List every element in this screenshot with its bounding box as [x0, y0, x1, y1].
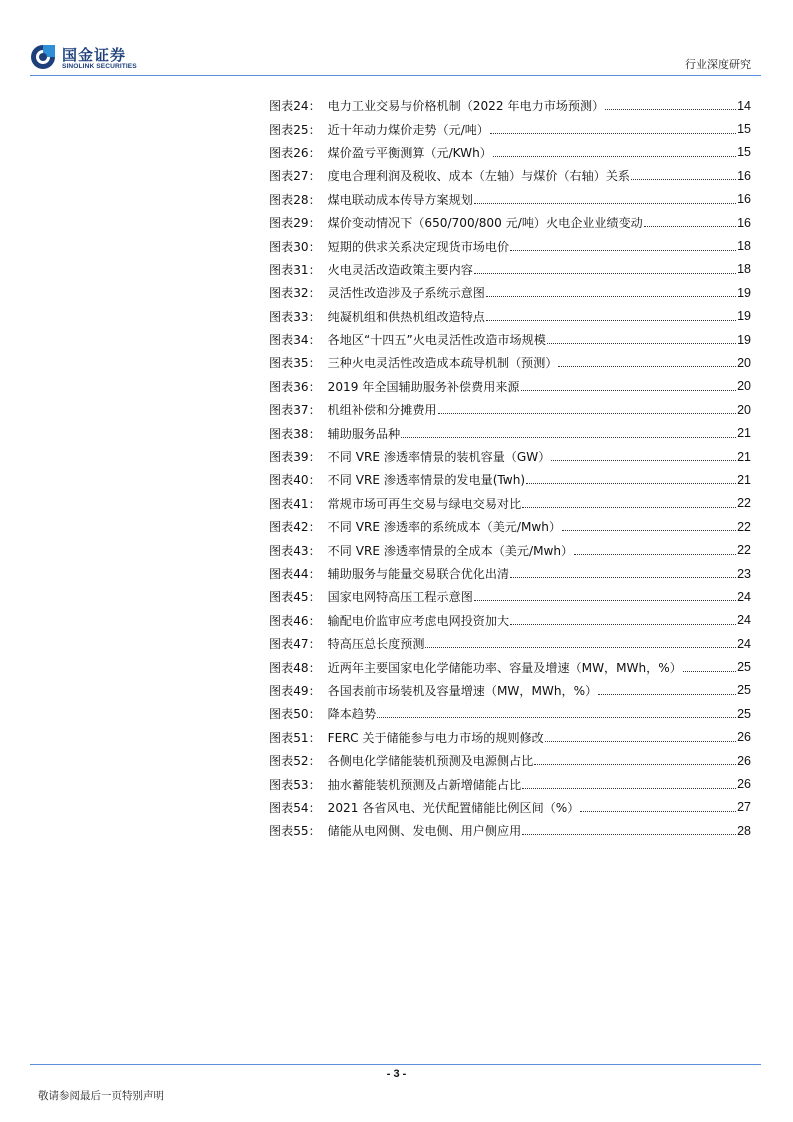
toc-entry-page: 26	[737, 730, 751, 745]
toc-entry[interactable]	[269, 726, 751, 749]
toc-entry-label: 图表33：	[269, 309, 321, 324]
toc-entry-label: 图表30：	[269, 239, 321, 254]
toc-dot-leader	[486, 320, 736, 321]
toc-entry-page: 26	[737, 753, 751, 768]
toc-entry-label: 图表45：	[269, 590, 321, 605]
toc-entry-title: 2019 年全国辅助服务补偿费用来源	[327, 379, 520, 394]
toc-entry[interactable]	[269, 305, 751, 328]
toc-entry-label: 图表52：	[269, 754, 321, 769]
toc-entry-title: 输配电价监审应考虑电网投资加大	[327, 613, 510, 628]
company-logo	[30, 44, 150, 76]
toc-dot-leader	[574, 554, 736, 555]
toc-dot-leader	[401, 437, 736, 438]
toc-entry-label: 图表26：	[269, 145, 321, 160]
toc-entry[interactable]	[269, 375, 751, 398]
toc-dot-leader	[510, 250, 736, 251]
toc-entry[interactable]	[269, 655, 751, 678]
toc-entry-page: 18	[737, 262, 751, 277]
toc-entry-title: 近两年主要国家电化学储能功率、容量及增速（MW，MWh，%）	[327, 660, 682, 675]
toc-entry-page: 20	[737, 355, 751, 370]
toc-entry-label: 图表38：	[269, 426, 321, 441]
toc-entry[interactable]	[269, 188, 751, 211]
toc-dot-leader	[522, 788, 736, 789]
toc-entry-title: 各侧电化学储能装机预测及电源侧占比	[327, 754, 534, 769]
toc-entry-label: 图表47：	[269, 637, 321, 652]
toc-entry-page: 15	[737, 145, 751, 160]
toc-entry[interactable]	[269, 234, 751, 257]
toc-entry-title: 辅助服务品种	[327, 426, 401, 441]
toc-entry-page: 19	[737, 309, 751, 324]
page-header	[0, 0, 793, 80]
toc-entry-page: 25	[737, 683, 751, 698]
toc-entry-label: 图表49：	[269, 683, 321, 698]
toc-entry[interactable]	[269, 164, 751, 187]
toc-entry[interactable]	[269, 421, 751, 444]
toc-entry-title: 火电灵活改造政策主要内容	[327, 262, 473, 277]
toc-entry-page: 15	[737, 122, 751, 137]
toc-entry-label: 图表25：	[269, 122, 321, 137]
toc-entry-page: 19	[737, 285, 751, 300]
toc-entry-title: 不同 VRE 渗透率情景的发电量(Twh)	[327, 473, 526, 488]
toc-entry[interactable]	[269, 398, 751, 421]
toc-entry-label: 图表54：	[269, 800, 321, 815]
toc-entry-page: 21	[737, 449, 751, 464]
toc-entry-title: 辅助服务与能量交易联合优化出清	[327, 567, 510, 581]
toc-entry-title: 煤价盈亏平衡测算（元/KWh）	[327, 145, 492, 160]
toc-dot-leader	[510, 577, 736, 578]
toc-entry-title: 度电合理利润及税收、成本（左轴）与煤价（右轴）关系	[327, 169, 631, 184]
toc-entry-page: 21	[737, 472, 751, 487]
toc-dot-leader	[474, 203, 736, 204]
toc-entry-label: 图表27：	[269, 169, 321, 184]
toc-entry-title: 三种火电灵活性改造成本疏导机制（预测）	[327, 356, 558, 371]
toc-dot-leader	[474, 600, 736, 601]
disclaimer-note: 敬请参阅最后一页特别声明	[38, 1090, 164, 1102]
header-divider	[30, 75, 761, 76]
toc-dot-leader	[425, 647, 736, 648]
toc-dot-leader	[522, 507, 736, 508]
toc-entry-label: 图表50：	[269, 707, 321, 722]
toc-entry[interactable]	[269, 538, 751, 561]
toc-entry[interactable]	[269, 211, 751, 234]
toc-entry[interactable]	[269, 117, 751, 140]
toc-entry-label: 图表39：	[269, 450, 321, 465]
toc-entry-page: 21	[737, 426, 751, 441]
toc-entry-page: 26	[737, 777, 751, 792]
toc-dot-leader	[510, 624, 736, 625]
toc-dot-leader	[551, 460, 736, 461]
toc-dot-leader	[486, 296, 736, 297]
toc-entry-title: 煤电联动成本传导方案规划	[327, 192, 473, 207]
toc-entry-page: 18	[737, 239, 751, 254]
toc-entry-title: 灵活性改造涉及子系统示意图	[327, 286, 485, 301]
toc-dot-leader	[438, 413, 737, 414]
toc-dot-leader	[526, 483, 736, 484]
toc-dot-leader	[580, 811, 736, 812]
toc-entry-title: 近十年动力煤价走势（元/吨）	[327, 122, 489, 137]
toc-entry[interactable]	[269, 819, 751, 842]
toc-entry-page: 27	[737, 800, 751, 815]
toc-entry-page: 25	[737, 706, 751, 721]
toc-entry-label: 图表41：	[269, 496, 321, 511]
toc-entry-label: 图表29：	[269, 216, 321, 231]
logo-english-name: SINOLINK SECURITIES	[62, 63, 137, 70]
toc-entry-title: 各国表前市场装机及容量增速（MW，MWh，%）	[327, 683, 598, 698]
page-number: - 3 -	[386, 1068, 407, 1080]
toc-dot-leader	[377, 717, 736, 718]
toc-entry-label: 图表46：	[269, 613, 321, 628]
toc-entry-title: 短期的供求关系决定现货市场电价	[327, 239, 510, 254]
toc-entry-page: 14	[737, 98, 751, 113]
toc-dot-leader	[474, 273, 736, 274]
toc-entry-label: 图表32：	[269, 286, 321, 301]
toc-entry-page: 22	[737, 543, 751, 558]
toc-entry-page: 24	[737, 636, 751, 651]
toc-entry-title: 不同 VRE 渗透率情景的装机容量（GW）	[327, 450, 551, 465]
toc-entry-title: 机组补偿和分摊费用	[327, 403, 437, 418]
toc-entry-label: 图表37：	[269, 403, 321, 418]
toc-entry[interactable]	[269, 632, 751, 655]
toc-entry-title: 2021 各省风电、光伏配置储能比例区间（%）	[327, 800, 580, 815]
toc-dot-leader	[605, 109, 736, 110]
toc-dot-leader	[534, 764, 736, 765]
toc-dot-leader	[521, 390, 737, 391]
toc-dot-leader	[683, 671, 736, 672]
toc-entry-page: 19	[737, 332, 751, 347]
toc-entry[interactable]	[269, 328, 751, 351]
toc-entry[interactable]	[269, 445, 751, 468]
toc-entry[interactable]	[269, 468, 751, 491]
toc-entry[interactable]	[269, 94, 751, 117]
toc-entry-label: 图表34：	[269, 333, 321, 348]
toc-dot-leader	[545, 741, 736, 742]
toc-dot-leader	[631, 179, 736, 180]
toc-entry-label: 图表31：	[269, 262, 321, 277]
toc-entry[interactable]	[269, 515, 751, 538]
sinolink-logo-icon	[30, 44, 56, 70]
toc-entry[interactable]	[269, 796, 751, 819]
toc-entry-page: 25	[737, 660, 751, 675]
toc-entry[interactable]	[269, 281, 751, 304]
toc-entry-title: 各地区“十四五”火电灵活性改造市场规模	[327, 333, 546, 348]
logo-chinese-name: 国金证券	[62, 46, 127, 64]
toc-dot-leader	[562, 530, 736, 531]
toc-entry-label: 图表43：	[269, 543, 321, 558]
toc-entry[interactable]	[269, 492, 751, 515]
toc-entry[interactable]	[269, 702, 751, 725]
toc-entry-label: 图表53：	[269, 777, 321, 792]
toc-entry-title: 降本趋势	[327, 707, 377, 722]
toc-entry[interactable]	[269, 562, 751, 585]
toc-entry-page: 22	[737, 496, 751, 511]
toc-entry-page: 16	[737, 168, 751, 183]
toc-entry-page: 16	[737, 215, 751, 230]
toc-entry-page: 22	[737, 519, 751, 534]
toc-entry-title: 国家电网特高压工程示意图	[327, 590, 473, 605]
toc-entry-title: 常规市场可再生交易与绿电交易对比	[327, 496, 522, 511]
toc-entry-label: 图表24：	[269, 99, 321, 114]
toc-dot-leader	[598, 694, 736, 695]
toc-entry-label: 图表36：	[269, 379, 321, 394]
toc-entry-page: 24	[737, 589, 751, 604]
toc-entry-title: FERC 关于储能参与电力市场的规则修改	[327, 730, 544, 745]
toc-entry[interactable]	[269, 609, 751, 632]
toc-entry[interactable]	[269, 679, 751, 702]
report-type: 行业深度研究	[685, 58, 751, 71]
toc-entry-title: 不同 VRE 渗透率情景的全成本（美元/Mwh）	[327, 543, 574, 558]
toc-entry-label: 图表28：	[269, 192, 321, 207]
toc-entry-title: 抽水蓄能装机预测及占新增储能占比	[327, 777, 522, 792]
toc-dot-leader	[558, 366, 736, 367]
toc-entry[interactable]	[269, 772, 751, 795]
toc-entry[interactable]	[269, 351, 751, 374]
toc-entry-label: 图表48：	[269, 660, 321, 675]
toc-entry-page: 28	[737, 823, 751, 838]
toc-entry-title: 特高压总长度预测	[327, 637, 425, 652]
toc-entry-page: 23	[737, 566, 751, 581]
toc-dot-leader	[644, 226, 736, 227]
toc-entry-label: 图表51：	[269, 730, 321, 745]
toc-entry-title: 纯凝机组和供热机组改造特点	[327, 309, 485, 324]
toc-entry-label: 图表55：	[269, 824, 321, 839]
toc-entry-label: 图表42：	[269, 520, 321, 535]
toc-dot-leader	[547, 343, 736, 344]
toc-entry-page: 20	[737, 379, 751, 394]
toc-entry-title: 不同 VRE 渗透率的系统成本（美元/Mwh）	[327, 520, 562, 535]
toc-entry-label: 图表44：	[269, 567, 321, 581]
toc-dot-leader	[490, 133, 736, 134]
toc-entry-page: 16	[737, 192, 751, 207]
figure-index-list	[269, 94, 751, 843]
toc-entry-title: 储能从电网侧、发电侧、用户侧应用	[327, 824, 522, 839]
toc-entry[interactable]	[269, 585, 751, 608]
footer-divider	[30, 1064, 761, 1065]
toc-entry-label: 图表35：	[269, 356, 321, 371]
toc-entry[interactable]	[269, 258, 751, 281]
toc-dot-leader	[522, 834, 736, 835]
toc-entry[interactable]	[269, 749, 751, 772]
toc-entry-title: 电力工业交易与价格机制（2022 年电力市场预测）	[327, 99, 605, 114]
toc-entry-label: 图表40：	[269, 473, 321, 488]
toc-entry-page: 20	[737, 402, 751, 417]
toc-dot-leader	[493, 156, 736, 157]
toc-entry-title: 煤价变动情况下（650/700/800 元/吨）火电企业业绩变动	[327, 216, 643, 231]
toc-entry[interactable]	[269, 141, 751, 164]
toc-entry-page: 24	[737, 613, 751, 628]
